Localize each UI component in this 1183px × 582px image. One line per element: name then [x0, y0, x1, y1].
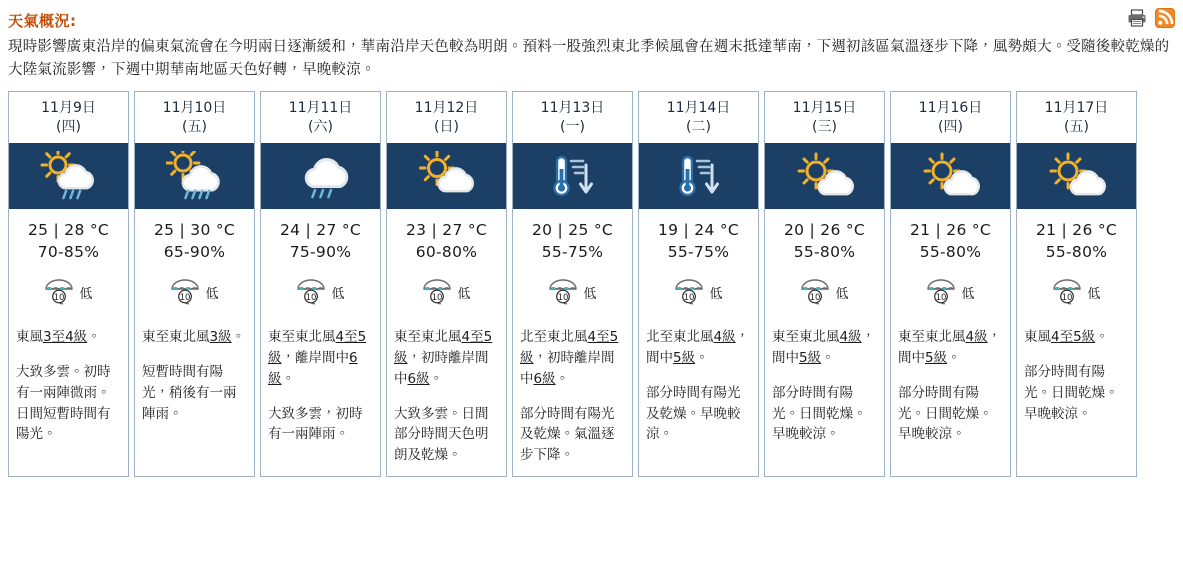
- forecast-day-card: [386, 91, 507, 477]
- umbrella-uv-icon: [296, 274, 326, 312]
- sun-behind-cloud-icon: [418, 151, 476, 201]
- wind-force-link[interactable]: 6級: [268, 349, 358, 387]
- weather-description: 大致多雲。初時有一兩陣微雨。日間短暫時間有陽光。: [16, 363, 111, 443]
- humidity-range: 55-75%: [667, 242, 730, 261]
- uv-level-label: 低: [79, 287, 93, 303]
- wind-description: 北至東北風4級，間中5級。: [646, 328, 750, 366]
- weather-description: 部分時間有陽光。日間乾燥。早晚較涼。: [1024, 363, 1119, 422]
- temperature-range: 19 | 24 °C: [657, 220, 740, 239]
- umbrella-uv-icon: [674, 274, 704, 312]
- wind-force-link[interactable]: 6級: [533, 370, 556, 387]
- forecast-date-text: 11月14日: [666, 99, 731, 116]
- weather-description: 大致多雲。日間部分時間天色明朗及乾燥。: [394, 405, 489, 464]
- humidity-range: 55-80%: [1045, 242, 1108, 261]
- umbrella-uv-icon: [44, 274, 74, 312]
- weather-icon-band: [765, 143, 884, 209]
- wind-force-link[interactable]: 3級: [209, 328, 232, 345]
- weather-description: 部分時間有陽光及乾燥。氣溫逐步下降。: [520, 405, 615, 464]
- forecast-weekday-text: (五): [182, 118, 207, 135]
- weather-icon-band: [513, 143, 632, 209]
- temperature-range: 20 | 26 °C: [783, 220, 866, 239]
- wind-description: 東至東北風4級，間中5級。: [898, 328, 1002, 366]
- svg-text:10: 10: [684, 292, 695, 303]
- uv-index-block: [891, 271, 1010, 323]
- weather-description: 大致多雲，初時有一兩陣雨。: [268, 405, 363, 443]
- uv-index-block: [639, 271, 758, 323]
- umbrella-uv-icon: [926, 274, 956, 312]
- weather-summary-text: 現時影響廣東沿岸的偏東氣流會在今明兩日逐漸緩和，華南沿岸天色較為明朗。預料一股強烈東北季候風會在週末抵達華南，下週初該區氣溫逐步下降，風勢頗大。受隨後較乾燥的大陸氣流影響，下週中期華南地區天色好轉，早晚較涼。: [8, 39, 1170, 79]
- forecast-date: [639, 92, 758, 143]
- forecast-weekday-text: (五): [1064, 118, 1089, 135]
- forecast-date: [261, 92, 380, 143]
- umbrella-uv-icon: [800, 274, 830, 312]
- umbrella-uv-icon: [1052, 274, 1082, 312]
- cloud-with-light-rain-icon: [292, 151, 350, 201]
- wind-description: 北至東北風4至5級，初時離岸間中6級。: [520, 328, 619, 387]
- humidity-range: 65-90%: [163, 242, 226, 261]
- forecast-day-card: [638, 91, 759, 477]
- svg-text:10: 10: [936, 292, 947, 303]
- forecast-date: [765, 92, 884, 143]
- temperature-range: 23 | 27 °C: [405, 220, 488, 239]
- wind-description: 東至東北風3級。: [142, 328, 246, 345]
- temperature-range: 25 | 30 °C: [153, 220, 236, 239]
- uv-level-label: 低: [835, 287, 849, 303]
- uv-level-label: 低: [331, 287, 345, 303]
- wind-force-link[interactable]: 6級: [407, 370, 430, 387]
- forecast-date-text: 11月12日: [414, 99, 479, 116]
- sun-behind-cloud-with-rain-icon: [166, 151, 224, 201]
- uv-level-label: 低: [709, 287, 723, 303]
- forecast-day-card: [764, 91, 885, 477]
- svg-text:10: 10: [432, 292, 443, 303]
- uv-index-block: [513, 271, 632, 323]
- temperature-range: 25 | 28 °C: [27, 220, 110, 239]
- wind-force-link[interactable]: 4至5級: [520, 328, 619, 366]
- wind-description: 東至東北風4至5級，離岸間中6級。: [268, 328, 367, 387]
- umbrella-uv-icon: [422, 274, 452, 312]
- forecast-weekday-text: (日): [434, 118, 459, 135]
- humidity-range: 60-80%: [415, 242, 478, 261]
- uv-index-block: [1017, 271, 1136, 323]
- forecast-date-text: 11月17日: [1044, 99, 1109, 116]
- thermometer-falling-icon: [544, 151, 602, 201]
- umbrella-uv-icon: [548, 274, 578, 312]
- temperature-range: 20 | 25 °C: [531, 220, 614, 239]
- weather-description: 部分時間有陽光。日間乾燥。早晚較涼。: [772, 384, 867, 443]
- svg-text:10: 10: [558, 292, 569, 303]
- forecast-weekday-text: (三): [812, 118, 837, 135]
- wind-force-link[interactable]: 5級: [925, 349, 948, 366]
- forecast-weekday-text: (一): [560, 118, 585, 135]
- svg-text:10: 10: [54, 292, 65, 303]
- weather-icon-band: [135, 143, 254, 209]
- weather-icon-band: [891, 143, 1010, 209]
- temperature-range: 24 | 27 °C: [279, 220, 362, 239]
- humidity-range: 55-75%: [541, 242, 604, 261]
- svg-text:10: 10: [810, 292, 821, 303]
- wind-description: 東至東北風4至5級，初時離岸間中6級。: [394, 328, 493, 387]
- uv-index-block: [261, 271, 380, 323]
- forecast-date: [891, 92, 1010, 143]
- uv-level-label: 低: [961, 287, 975, 303]
- wind-force-link[interactable]: 4級: [713, 328, 736, 345]
- forecast-date-text: 11月11日: [288, 99, 353, 116]
- sunny-icon: [796, 151, 854, 201]
- wind-force-link[interactable]: 4級: [839, 328, 862, 345]
- svg-text:10: 10: [180, 292, 191, 303]
- forecast-day-card: [260, 91, 381, 477]
- weather-icon-band: [387, 143, 506, 209]
- forecast-date-text: 11月15日: [792, 99, 857, 116]
- weather-icon-band: [1017, 143, 1136, 209]
- wind-force-link[interactable]: 4至5級: [1051, 328, 1096, 345]
- forecast-day-card: [512, 91, 633, 477]
- forecast-day-card: [1016, 91, 1137, 477]
- forecast-day-card: [890, 91, 1011, 477]
- forecast-weekday-text: (四): [56, 118, 81, 135]
- humidity-range: 75-90%: [289, 242, 352, 261]
- forecast-date-text: 11月10日: [162, 99, 227, 116]
- header-icon-group: [1127, 8, 1175, 28]
- forecast-day-card: [8, 91, 129, 477]
- wind-force-link[interactable]: 4至5級: [394, 328, 493, 366]
- forecast-date-text: 11月13日: [540, 99, 605, 116]
- uv-index-block: [135, 271, 254, 323]
- weather-description: 短暫時間有陽光，稍後有一兩陣雨。: [142, 363, 237, 422]
- forecast-date: [9, 92, 128, 143]
- uv-level-label: 低: [1087, 287, 1101, 303]
- humidity-range: 70-85%: [37, 242, 100, 261]
- forecast-date: [135, 92, 254, 143]
- uv-level-label: 低: [205, 287, 219, 303]
- sun-behind-cloud-with-shower-icon: [40, 151, 98, 201]
- svg-text:10: 10: [306, 292, 317, 303]
- weather-description: 部分時間有陽光。日間乾燥。早晚較涼。: [898, 384, 993, 443]
- weather-icon-band: [639, 143, 758, 209]
- forecast-day-card: [134, 91, 255, 477]
- sunny-icon: [1048, 151, 1106, 201]
- forecast-date-text: 11月16日: [918, 99, 983, 116]
- uv-level-label: 低: [457, 287, 471, 303]
- weather-description: 部分時間有陽光及乾燥。早晚較涼。: [646, 384, 741, 443]
- wind-description: 東風4至5級。: [1024, 328, 1109, 345]
- weather-icon-band: [9, 143, 128, 209]
- forecast-date-text: 11月9日: [41, 99, 96, 116]
- wind-force-link[interactable]: 4級: [965, 328, 988, 345]
- sunny-icon: [922, 151, 980, 201]
- rss-icon[interactable]: [1155, 8, 1175, 28]
- temperature-range: 21 | 26 °C: [1035, 220, 1118, 239]
- uv-level-label: 低: [583, 287, 597, 303]
- humidity-range: 55-80%: [793, 242, 856, 261]
- humidity-range: 55-80%: [919, 242, 982, 261]
- uv-index-block: [765, 271, 884, 323]
- page-header: [0, 0, 1183, 34]
- svg-text:10: 10: [1062, 292, 1073, 303]
- printer-icon[interactable]: [1127, 8, 1147, 28]
- forecast-date: [1017, 92, 1136, 143]
- uv-index-block: [9, 271, 128, 323]
- forecast-weekday-text: (六): [308, 118, 333, 135]
- uv-index-block: [387, 271, 506, 323]
- nine-day-forecast-row: [0, 83, 1183, 477]
- forecast-weekday-text: (四): [938, 118, 963, 135]
- thermometer-falling-icon: [670, 151, 728, 201]
- forecast-weekday-text: (二): [686, 118, 711, 135]
- page-title: 天氣概況:: [8, 12, 77, 30]
- wind-force-link[interactable]: 3至4級: [43, 328, 88, 345]
- temperature-range: 21 | 26 °C: [909, 220, 992, 239]
- wind-description: 東至東北風4級，間中5級。: [772, 328, 876, 366]
- forecast-date: [387, 92, 506, 143]
- wind-force-link[interactable]: 5級: [673, 349, 696, 366]
- weather-icon-band: [261, 143, 380, 209]
- wind-force-link[interactable]: 5級: [799, 349, 822, 366]
- umbrella-uv-icon: [170, 274, 200, 312]
- wind-description: 東風3至4級。: [16, 328, 101, 345]
- forecast-date: [513, 92, 632, 143]
- wind-force-link[interactable]: 4至5級: [268, 328, 367, 366]
